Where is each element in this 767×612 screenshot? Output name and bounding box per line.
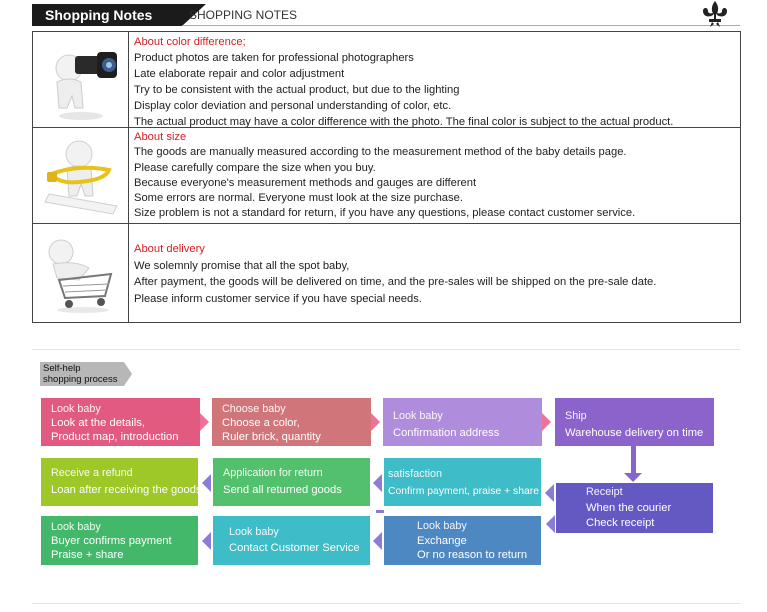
arrow-left-icon — [373, 474, 382, 492]
step-choose-baby: Choose baby Choose a color, Ruler brick, quantity — [212, 398, 371, 446]
step-look-at-details: Look baby Look at the details, Product map, introduction — [41, 398, 200, 446]
connector — [376, 510, 384, 513]
step-exchange: Look baby Exchange Or no reason to return — [384, 516, 541, 565]
shopping-notes-table — [32, 31, 741, 323]
note-image-cell — [33, 32, 129, 127]
note-line: Product photos are taken for professional photographers — [134, 52, 414, 64]
arrow-left-icon — [373, 532, 382, 550]
step-satisfaction: satisfaction Confirm payment, praise + share — [384, 458, 541, 506]
note-line: The actual product may have a color difference with the photo. The final color is subject to the actual product. — [134, 116, 674, 128]
arrow-down-stem — [631, 446, 636, 474]
header-subtitle: SHOPPING NOTES — [189, 8, 298, 22]
arrow-left-icon — [202, 532, 211, 550]
note-line: Display color deviation and personal understanding of color, etc. — [134, 100, 452, 112]
note-text-delivery — [134, 241, 736, 307]
fleur-de-lis-icon — [700, 0, 730, 28]
step-confirm-address: Look baby Confirmation address — [383, 398, 542, 446]
arrow-left-icon — [545, 484, 554, 502]
arrow-right-icon — [371, 413, 380, 431]
step-application-return: Application for return Send all returned goods — [213, 458, 370, 506]
header-tab-title: Shopping Notes — [32, 4, 182, 26]
shopping-cart-figure-icon — [39, 230, 123, 314]
note-title: About color difference; — [134, 36, 246, 48]
note-row-color — [33, 32, 740, 128]
note-line: After payment, the goods will be delivered on time, and the pre-sales will be shipped on the pre-sale date. — [134, 276, 657, 288]
note-line: We solemnly promise that all the spot baby, — [134, 259, 350, 272]
measuring-tape-figure-icon — [39, 134, 123, 218]
shopping-notes-header — [32, 2, 740, 28]
note-line: Try to be consistent with the actual product, but due to the lighting — [134, 84, 460, 96]
note-image-cell — [33, 128, 129, 223]
self-help-label — [40, 362, 132, 386]
note-line: Late elaborate repair and color adjustment — [134, 68, 345, 80]
note-line: Some errors are normal. Everyone must look at the size purchase. — [134, 192, 463, 205]
note-line: Please carefully compare the size when you buy. — [134, 161, 376, 174]
arrow-right-icon — [542, 413, 551, 431]
arrow-right-icon — [200, 413, 209, 431]
step-receive-refund: Receive a refund Loan after receiving the goods — [41, 458, 198, 506]
step-ship: Ship Warehouse delivery on time — [555, 398, 714, 446]
note-row-delivery — [33, 224, 740, 322]
section-divider — [32, 349, 740, 350]
note-row-size — [33, 128, 740, 224]
camera-figure-icon — [39, 38, 123, 122]
arrow-down-icon — [624, 473, 642, 482]
note-title: About delivery — [134, 243, 205, 255]
header-underline — [182, 25, 740, 26]
footer-divider — [32, 603, 740, 604]
note-text-color — [134, 34, 736, 130]
step-contact-service: Look baby Contact Customer Service — [213, 516, 370, 565]
step-receipt: Receipt When the courier Check receipt — [556, 483, 713, 533]
note-line: The goods are manually measured according to the measurement method of the baby details page. — [134, 146, 627, 159]
arrow-left-icon — [546, 515, 555, 533]
note-title: About size — [134, 131, 187, 143]
note-line: Please inform customer service if you have special needs. — [134, 292, 422, 305]
note-text-size — [134, 130, 736, 222]
step-buyer-confirms: Look baby Buyer confirms payment Praise + share — [41, 516, 198, 565]
arrow-left-icon — [202, 474, 211, 492]
note-line: Size problem is not a standard for return, if you have any questions, please contact customer service. — [134, 207, 636, 220]
note-line: Because everyone's measurement methods and gauges are different — [134, 176, 477, 189]
self-help-label-text: Self-help shopping process — [43, 363, 118, 385]
note-image-cell — [33, 224, 129, 322]
